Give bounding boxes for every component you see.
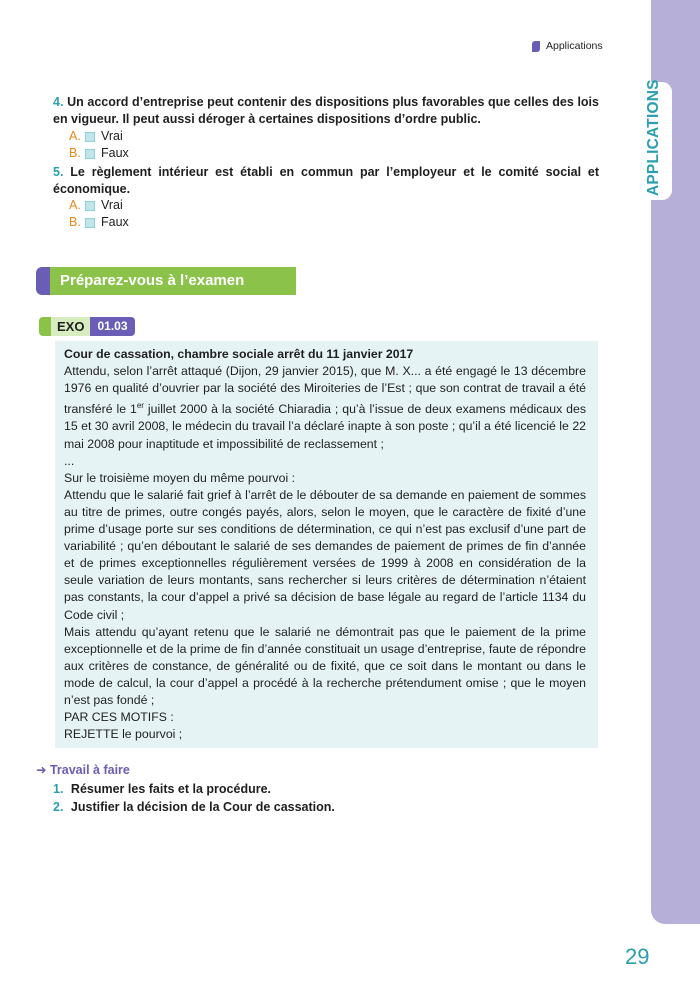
- side-tab-label: APPLICATIONS: [645, 79, 662, 196]
- option-letter: B.: [69, 146, 81, 160]
- task-number: 2.: [53, 800, 64, 814]
- question-4: [53, 94, 599, 128]
- checkbox-icon[interactable]: [85, 201, 95, 211]
- checkbox-icon[interactable]: [85, 132, 95, 142]
- task-text: Justifier la décision de la Cour de cassation.: [70, 800, 335, 814]
- running-header: Applications: [546, 40, 603, 52]
- exercise-tag-accent: [39, 317, 51, 336]
- header-marker-icon: [532, 41, 540, 52]
- option-letter: A.: [69, 198, 81, 212]
- exercise-tag: [39, 317, 135, 336]
- document-paragraph-1: [64, 363, 586, 453]
- exercise-label: EXO: [51, 317, 90, 336]
- question-5-option-a[interactable]: [69, 197, 123, 214]
- exercise-code: 01.03: [90, 317, 134, 336]
- task-1: [53, 781, 271, 798]
- question-4-option-b[interactable]: [69, 145, 129, 162]
- document-paragraph-5: PAR CES MOTIFS :: [64, 710, 174, 725]
- section-heading-accent: [36, 267, 50, 295]
- work-heading: ➜ Travail à faire: [36, 763, 130, 777]
- page-number: 29: [625, 944, 650, 969]
- option-letter: A.: [69, 129, 81, 143]
- option-label: Vrai: [101, 129, 123, 143]
- question-number: 5.: [53, 165, 64, 179]
- option-letter: B.: [69, 215, 81, 229]
- document-paragraph-6: REJETTE le pourvoi ;: [64, 727, 183, 742]
- option-label: Faux: [101, 215, 129, 229]
- question-text: Le règlement intérieur est établi en commun par l’employeur et le comité social et économique.: [53, 165, 599, 196]
- task-text: Résumer les faits et la procédure.: [70, 782, 272, 796]
- document-paragraph-2: Sur le troisième moyen du même pourvoi :: [64, 470, 296, 485]
- option-label: Vrai: [101, 198, 123, 212]
- paragraph-text: juillet 2000 à la société Chiaradia ; qu’à l’issue de deux examens médicaux des 15 et 30 avril 2008, le médecin du travail l’a déclaré inapte à son poste ; qu’il a été licencié le 22 mai 2008 pour inaptitude et impossibilité de reclassement ;: [64, 402, 586, 451]
- task-2: [53, 799, 335, 816]
- option-label: Faux: [101, 146, 129, 160]
- paragraph-text: Attendu, selon l’arrêt attaqué (Dijon, 29 janvier 2015), que M. X... a été engagé le 13 décembre 1976 en qualité d’ouvrier par la société des Miroiteries de l’Est ; que son contrat de travail a été transféré le 1: [64, 364, 586, 417]
- document-ellipsis: ...: [64, 453, 75, 468]
- section-heading: [36, 267, 296, 295]
- document-text: [64, 346, 586, 743]
- question-number: 4.: [53, 95, 64, 109]
- question-text: Un accord d’entreprise peut contenir des dispositions plus favorables que celles des lois en vigueur. Il peut aussi déroger à certaines dispositions d’ordre public.: [53, 95, 599, 126]
- question-5-option-b[interactable]: [69, 214, 129, 231]
- checkbox-icon[interactable]: [85, 149, 95, 159]
- superscript: er: [136, 401, 144, 411]
- document-paragraph-3: Attendu que le salarié fait grief à l’arrêt de le débouter de sa demande en paiement de sommes au titre de primes, outre congés payés, alors, selon le moyen, que le caractère de fixité d’une prime d’usage porte sur ses conditions de détermination, ce qui n’est pas exclusif d’une part de variabilité ; qu’en déboutant le salarié de ses demandes de paiement de primes de fin d’année et de primes exceptionnelles régulièrement versées de 1999 à 2008 en considération de la seule variation de leurs montants, sans rechercher si leurs critères de détermination n’étaient pas constants, la cour d’appel a privé sa décision de base légale au regard de l’article 1134 du Code civil ;: [64, 487, 586, 622]
- checkbox-icon[interactable]: [85, 218, 95, 228]
- question-5: [53, 164, 599, 198]
- document-title: Cour de cassation, chambre sociale arrêt du 11 janvier 2017: [64, 347, 414, 361]
- section-heading-text: Préparez-vous à l’examen: [50, 267, 296, 295]
- question-4-option-a[interactable]: [69, 128, 123, 145]
- task-number: 1.: [53, 782, 64, 796]
- document-paragraph-4: Mais attendu qu’ayant retenu que le salarié ne démontrait pas que le paiement de la prime exceptionnelle et de la prime de fin d’année constituait un usage d’entreprise, faute de répondre aux critères de constance, de généralité ou de fixité, que ce soit dans le montant ou dans le mode de calcul, la cour d’appel a procédé à la recherche prétendument omise ; que le moyen n’est pas fondé ;: [64, 624, 586, 707]
